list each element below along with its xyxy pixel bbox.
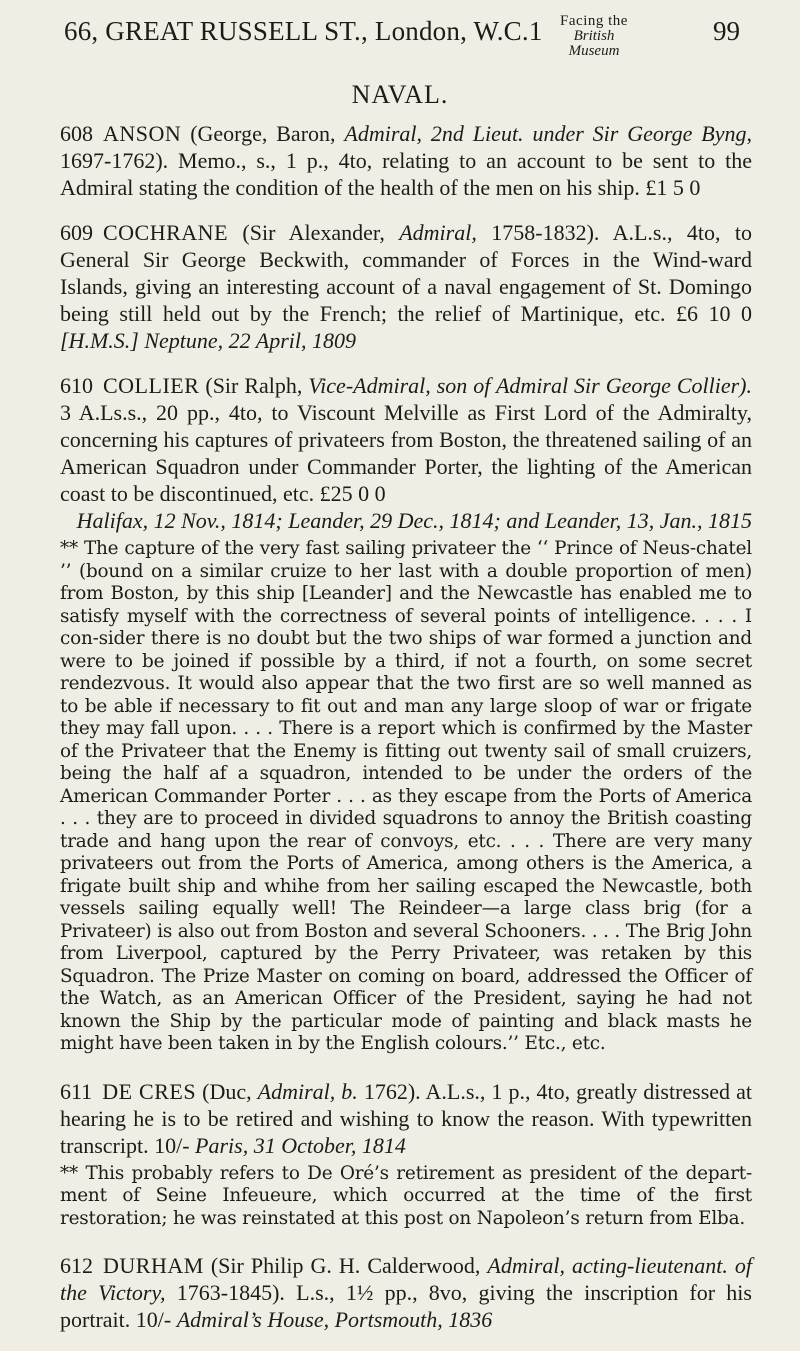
lot-number: 611 xyxy=(60,1078,93,1104)
lot-entry xyxy=(60,120,752,201)
lot-text: (George, Baron, xyxy=(181,121,345,146)
publisher-stamp xyxy=(551,14,637,59)
lot-title-italic: Admiral, 2nd Lieut. under Sir George Byng, xyxy=(344,121,752,146)
lot-note: ** This probably refers to De Oré’s retirement as president of the depart-ment of Seine Infeueure, which occurred at the time of the first restoration; he was reinstated at this post on Napoleon’s return from Elba. xyxy=(60,1162,752,1229)
stamp-line-2: British Museum xyxy=(568,28,620,59)
lot-source: [H.M.S.] Neptune, 22 April, 1809 xyxy=(60,328,356,353)
lot-list xyxy=(60,120,752,1351)
lot-text: (Duc, xyxy=(196,1078,258,1104)
stamp-line-1: Facing the xyxy=(560,13,628,29)
lot-title-italic: Vice-Admiral, son of Admiral Sir George Collier). xyxy=(308,373,752,398)
lot-title-italic: Admiral, b. xyxy=(257,1078,358,1104)
lot-name: DE CRES xyxy=(102,1078,197,1104)
lot-entry xyxy=(60,219,752,354)
lot-text: (Sir Alexander, xyxy=(228,220,400,245)
lot-source: Admiral’s House, Portsmouth, 1836 xyxy=(176,1307,493,1332)
lot-number: 610 xyxy=(60,373,93,398)
lot-name: COCHRANE xyxy=(103,220,229,245)
lot-source: Paris, 31 October, 1814 xyxy=(195,1132,406,1158)
lot-note: ** The capture of the very fast sailing privateer the ‘‘ Prince of Neus-chatel ’’ (bound on a similar cruize to her last with a double proportion of men) from Boston, by this ship [Leander] and the Newcastle has enabled me to satisfy myself with the correctness of several points of intelligence. . . . I con-sider there is no doubt but the two ships of war formed a junction and were to be joined if possible by a third, if not a fourth, on some secret rendezvous. It would also appear that the two first are so well manned as to be able if necessary to fit out and man any large sloop of war or frigate they may fall upon. . . . There is a report which is confirmed by the Master of the Privateer that the Enemy is fitting out twenty sail of small cruizers, being the half af a squadron, intended to be under the orders of the American Commander Porter . . . as they escape from the Ports of America . . . they are to proceed in divided squadrons to annoy the British coasting trade and hang upon the rear of convoys, etc. . . . There are very many privateers out from the Ports of America, among others is the America, a frigate built ship and whihe from her sailing escaped the Newcastle, both vessels sailing equally well! The Reindeer—a large class brig (for a Privateer) is also out from Boston and several Schooners. . . . The Brig John from Liverpool, captured by the Perry Privateer, was retaken by this Squadron. The Prize Master on coming on board, addressed the Officer of the Watch, as an American Officer of the President, saying he had not known the Ship by the particular mode of painting and black masts he might have been taken in by the English colours.’’ Etc., etc. xyxy=(60,538,752,1054)
lot-name: DURHAM xyxy=(103,1253,204,1278)
lot-text: (Sir Ralph, xyxy=(199,373,309,398)
lot-number: 612 xyxy=(60,1253,93,1278)
lot-number: 609 xyxy=(60,220,93,245)
lot-entry xyxy=(60,1078,752,1159)
lot-entry xyxy=(60,1252,752,1333)
lot-name: COLLIER xyxy=(103,373,200,398)
publisher-address: 66, GREAT RUSSELL ST., London, W.C.1 xyxy=(64,16,543,46)
lot-text: 1758-1832). A.L.s., 4to, to General Sir George Beckwith, commander of Forces in the Wind-ward Islands, giving an interesting account of a naval engagement of St. Domingo being still held out by the French; the relief of Martinique, etc. £6 10 0 xyxy=(60,220,752,326)
page-header xyxy=(64,14,740,58)
lot-name: ANSON xyxy=(103,121,182,146)
lot-number: 608 xyxy=(60,121,93,146)
lot-title-italic: Admiral, acting-lieutenant. of the Victory, xyxy=(60,1253,752,1305)
lot-title-italic: Admiral, xyxy=(399,220,477,245)
page-number: 99 xyxy=(713,16,740,46)
lot-text: 1697-1762). Memo., s., 1 p., 4to, relating to an account to be sent to the Admiral stating the condition of the health of the men on his ship. £1 5 0 xyxy=(60,148,752,200)
lot-text: 3 A.Ls.s., 20 pp., 4to, to Viscount Melville as First Lord of the Admiralty, concerning his captures of privateers from Boston, the threatened sailing of an American Squadron under Commander Porter, the lighting of the American coast to be discontinued, etc. £25 0 0 xyxy=(60,400,752,506)
lot-entry xyxy=(60,372,752,534)
section-title: NAVAL. xyxy=(351,80,449,109)
lot-text: (Sir Philip G. H. Calderwood, xyxy=(203,1253,488,1278)
lot-text: 1763-1845). L.s., 1½ pp., 8vo, giving the inscription for his portrait. 10/- xyxy=(60,1280,752,1332)
lot-source: Halifax, 12 Nov., 1814; Leander, 29 Dec., 1814; and Leander, 13, Jan., 1815 xyxy=(76,508,752,533)
lot-text: 1762). A.L.s., 1 p., 4to, greatly distressed at hearing he is to be retired and wishing to know the reason. With typewritten transcript. 10/- xyxy=(60,1078,752,1158)
